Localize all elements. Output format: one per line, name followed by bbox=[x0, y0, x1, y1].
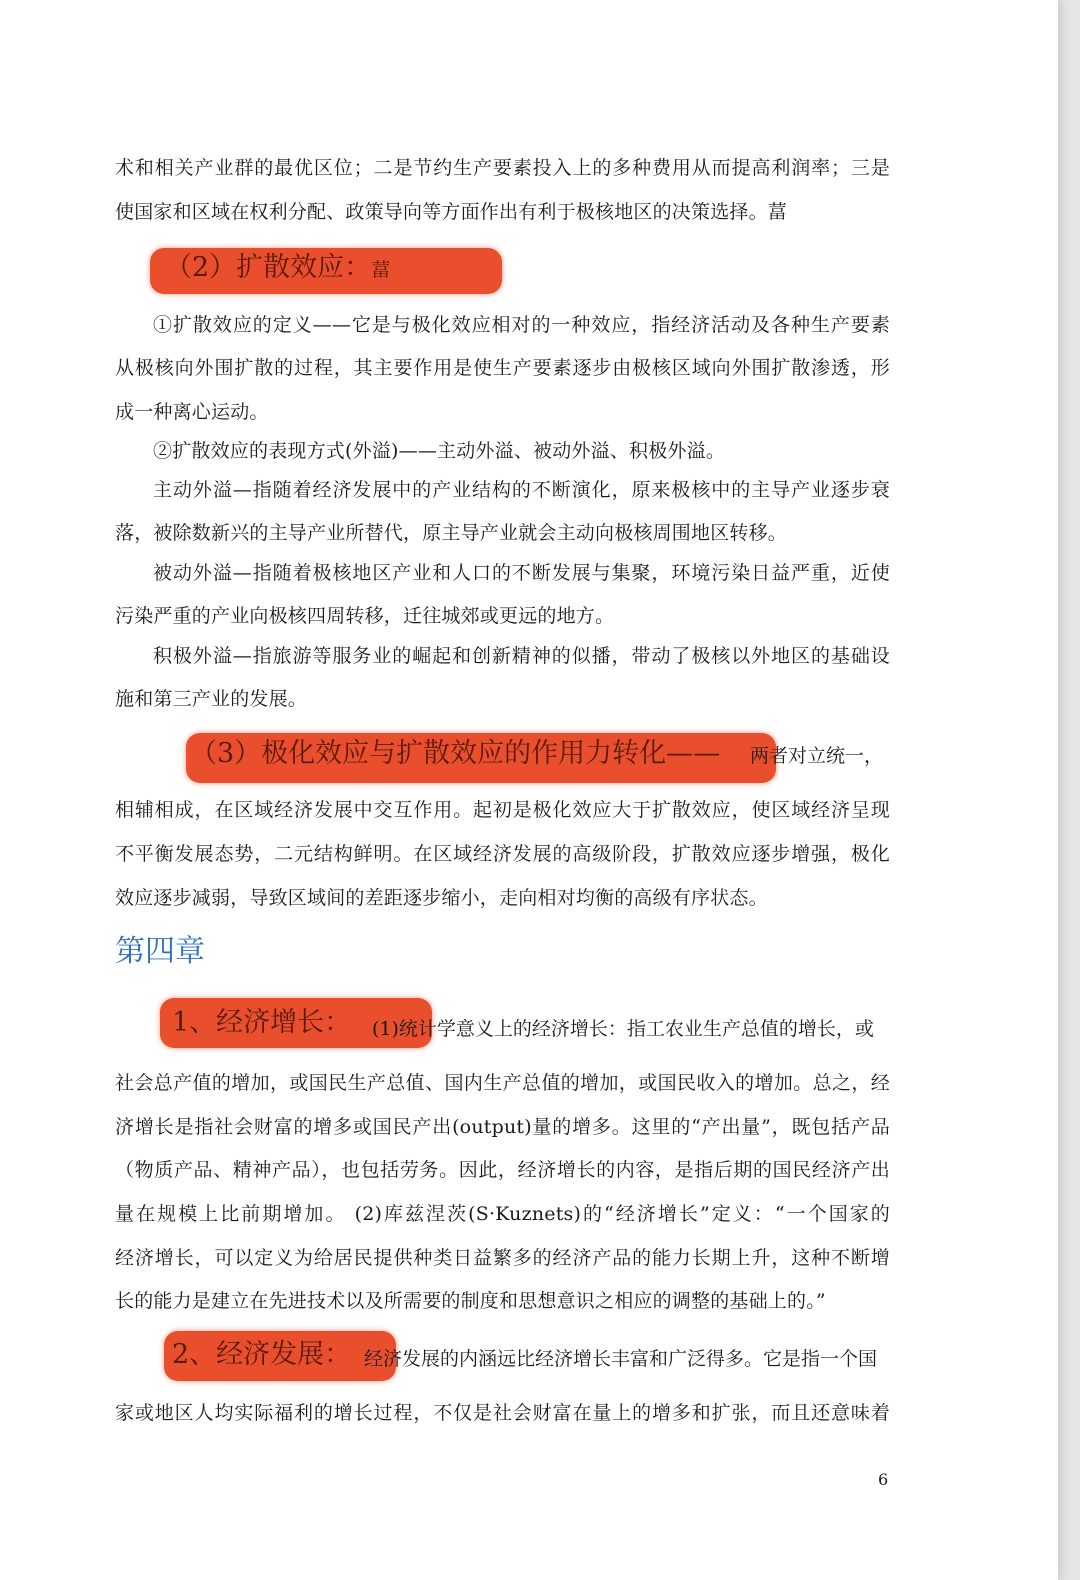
paragraph-line: 主动外溢—指随着经济发展中的产业结构的不断演化，原来极核中的主导产业逐步衰 bbox=[153, 479, 890, 501]
paragraph-line: 不平衡发展态势，二元结构鲜明。在区域经济发展的高级阶段，扩散效应逐步增强，极化 bbox=[115, 843, 890, 865]
paragraph-line: ②扩散效应的表现方式(外溢)——主动外溢、被动外溢、积极外溢。 bbox=[153, 440, 726, 462]
paragraph-line: 术和相关产业群的最优区位；二是节约生产要素投入上的多种费用从而提高利润率；三是 bbox=[115, 157, 890, 179]
paragraph-line: 长的能力是建立在先进技术以及所需要的制度和思想意识之相应的调整的基础上的。” bbox=[115, 1290, 826, 1312]
heading-tail: (1)统计学意义上的经济增长：指工农业生产总值的增长，或 bbox=[372, 1018, 874, 1040]
heading-label: （2）扩散效应： bbox=[165, 252, 372, 283]
paragraph-line: 效应逐步减弱，导致区域间的差距逐步缩小，走向相对均衡的高级有序状态。 bbox=[115, 887, 768, 909]
page-number: 6 bbox=[878, 1470, 889, 1489]
section-heading-diffusion bbox=[165, 250, 390, 288]
paragraph-line: 家或地区人均实际福利的增长过程，不仅是社会财富在量上的增多和扩张，而且还意味着 bbox=[115, 1402, 890, 1424]
heading-label: （3）极化效应与扩散效应的作用力转化—— bbox=[190, 738, 721, 769]
paragraph-line: 被动外溢—指随着极核地区产业和人口的不断发展与集聚，环境污染日益严重，近使 bbox=[153, 562, 890, 584]
paragraph-line: 从极核向外围扩散的过程，其主要作用是使生产要素逐步由极核区域向外围扩散渗透，形 bbox=[115, 357, 890, 379]
paragraph-line: 落，被除数新兴的主导产业所替代，原主导产业就会主动向极核周围地区转移。 bbox=[115, 522, 788, 544]
paragraph-line: （物质产品、精神产品），也包括劳务。因此，经济增长的内容，是指后期的国民经济产出 bbox=[115, 1159, 890, 1181]
chapter-title: 第四章 bbox=[115, 934, 205, 969]
heading-tail: 两者对立统一， bbox=[750, 745, 884, 767]
paragraph-line: 施和第三产业的发展。 bbox=[115, 688, 308, 710]
section-heading-transform bbox=[190, 736, 720, 772]
paragraph-line: 量在规模上比前期增加。 (2)库兹涅茨(S·Kuznets)的“经济增长”定义：“一个国家的 bbox=[115, 1203, 890, 1225]
paragraph-line: 成一种离心运动。 bbox=[115, 401, 269, 423]
paragraph-line: 济增长是指社会财富的增多或国民产出(output)量的增多。这里的“产出量”，既包括产品 bbox=[115, 1116, 890, 1138]
paragraph-line: 积极外溢—指旅游等服务业的崛起和创新精神的似播，带动了极核以外地区的基础设 bbox=[153, 645, 890, 667]
paragraph-line: ①扩散效应的定义——它是与极化效应相对的一种效应，指经济活动及各种生产要素 bbox=[153, 314, 890, 336]
paragraph-line: 经济增长，可以定义为给居民提供种类日益繁多的经济产品的能力长期上升，这种不断增 bbox=[115, 1247, 890, 1269]
paragraph-line: 使国家和区域在权利分配、政策导向等方面作出有利于极核地区的决策选择。葍 bbox=[115, 201, 788, 223]
section-heading-growth: 1、经济增长： bbox=[172, 1007, 352, 1038]
paragraph-line: 污染严重的产业向极核四周转移，迁往城郊或更远的地方。 bbox=[115, 605, 615, 627]
heading-tail: 经济发展的内涵远比经济增长丰富和广泛得多。它是指一个国 bbox=[364, 1348, 878, 1370]
paragraph-line: 社会总产值的增加，或国民生产总值、国内生产总值的增加，或国民收入的增加。总之，经 bbox=[115, 1072, 890, 1094]
section-heading-development: 2、经济发展： bbox=[172, 1339, 352, 1370]
heading-mark: 葍 bbox=[371, 259, 391, 281]
paragraph-line: 相辅相成，在区域经济发展中交互作用。起初是极化效应大于扩散效应，使区域经济呈现 bbox=[115, 799, 890, 821]
